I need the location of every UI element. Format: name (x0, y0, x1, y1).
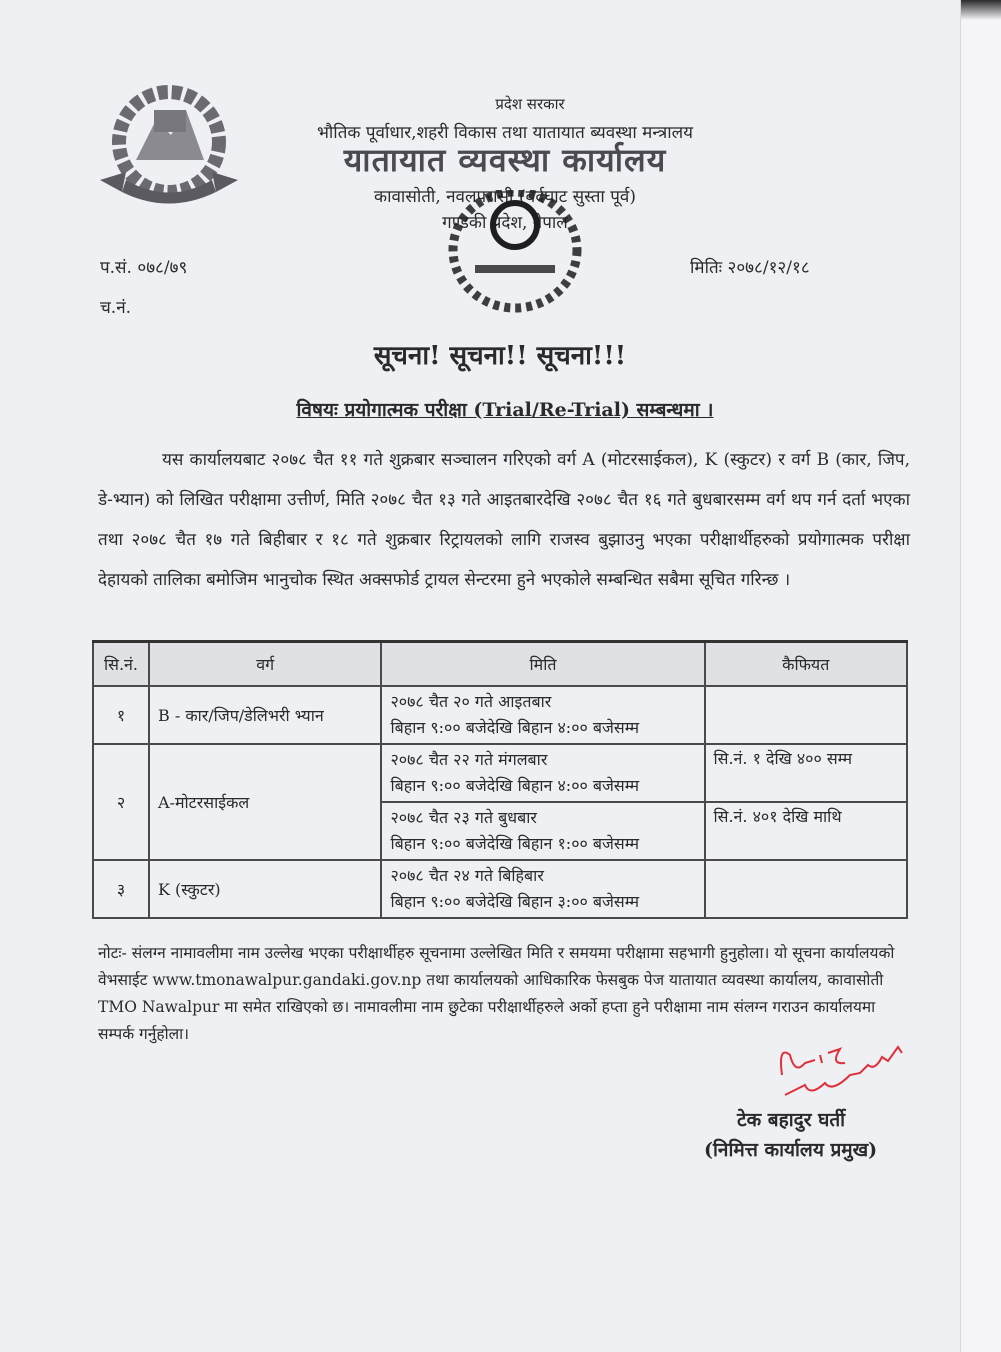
cell-sn: ३ (93, 860, 149, 918)
header-date: मिति (381, 642, 704, 687)
date-day: २०७८ चैत २० गते आइतबार (390, 692, 552, 711)
subject-line: विषयः प्रयोगात्मक परीक्षा (Trial/Re-Trial) सम्बन्धमा । (296, 399, 714, 421)
cell-sn: २ (93, 744, 149, 860)
header-remarks: कैफियत (705, 642, 908, 687)
cell-category: A-मोटरसाईकल (149, 744, 381, 860)
note-paragraph: नोटः- संलग्न नामावलीमा नाम उल्लेख भएका परीक्षार्थीहरु सूचनामा उल्लेखित मिति र समयमा परीक्षामा सहभागी हुनुहोला। यो सूचना कार्यालयको वेभसाईट www.tmonawalpur.gandaki.gov.np तथा कार्यालयको आधिकारिक फेसबुक पेज यातायात व्यवस्था कार्यालय, कावासोती TMO Nawalpur मा समेत राखिएको छ। नामावलीमा नाम छुटेका परीक्षार्थीहरुले अर्को हप्ता हुने परीक्षामा नाम संलग्न गराउन कार्यालयमा सम्पर्क गर्नुहोला। (98, 944, 895, 1043)
office-name: यातायात व्यवस्था कार्यालय (343, 141, 667, 179)
address-line-2: गण्डकी प्रदेश, नेपाल (442, 213, 568, 233)
viewer-edge (960, 0, 1001, 1352)
nepal-emblem-icon (96, 80, 242, 212)
date-time: बिहान ९:०० बजेदेखि बिहान ४:०० बजेसम्म (390, 718, 640, 737)
date-day: २०७८ चैत २३ गते बुधबार (390, 808, 537, 827)
address-line-1: कावासोती, नवलपरासी (बर्दघाट सुस्ता पूर्व) (374, 187, 636, 207)
date-day: २०७८ चैत २२ गते मंगलबार (390, 750, 548, 769)
date-day: २०७८ चैत २४ गते बिहिबार (390, 866, 544, 885)
cell-sn: १ (93, 686, 149, 744)
date-time: बिहान ९:०० बजेदेखि बिहान ३:०० बजेसम्म (390, 892, 640, 911)
trial-schedule-table (92, 640, 908, 919)
notice-title: सूचना! सूचना!! सूचना!!! (373, 341, 627, 371)
table-row (93, 860, 907, 918)
table-row (93, 686, 907, 744)
office-stamp-icon (440, 190, 590, 320)
date-time: बिहान ९:०० बजेदेखि बिहान १:०० बजेसम्म (390, 834, 640, 853)
ministry-name: भौतिक पूर्वाधार,शहरी विकास तथा यातायात ब्यवस्था मन्त्रालय (316, 123, 694, 143)
dispatch-number: च.नं. (100, 298, 132, 318)
body-paragraph (98, 440, 910, 600)
letter-date: मितिः २०७८/१२/१८ (690, 258, 810, 278)
cell-date (381, 686, 704, 744)
table-row (93, 744, 907, 802)
cell-date (381, 860, 704, 918)
reference-number: प.सं. ०७८/७९ (100, 258, 188, 278)
cell-date (381, 744, 704, 802)
province-government: प्रदेश सरकार (495, 95, 565, 113)
signatory-name: टेक बहादुर घर्ती (737, 1109, 846, 1131)
cell-category: K (स्कुटर) (149, 860, 381, 918)
table-header-row (93, 642, 907, 687)
cell-remark (705, 686, 908, 744)
cell-category: B - कार/जिप/डेलिभरी भ्यान (149, 686, 381, 744)
edge-shadow (961, 0, 1001, 20)
signatory-designation: (निमित्त कार्यालय प्रमुख) (704, 1139, 878, 1161)
cell-remark: सि.नं. १ देखि ४०० सम्म (705, 744, 908, 802)
cell-remark (705, 860, 908, 918)
date-time: बिहान ९:०० बजेदेखि बिहान ४:०० बजेसम्म (390, 776, 640, 795)
handwritten-signature-icon (770, 1035, 920, 1105)
cell-date (381, 802, 704, 860)
body-text: यस कार्यालयबाट २०७८ चैत ११ गते शुक्रबार सञ्चालन गरिएको वर्ग A (मोटरसाईकल), K (स्कुटर) र वर्ग B (कार, जिप, डे-भ्यान) को लिखित परीक्षामा उत्तीर्ण, मिति २०७८ चैत १३ गते आइतबारदेखि २०७८ चैत १६ गते बुधबारसम्म वर्ग थप गर्न दर्ता भएका तथा २०७८ चैत १७ गते बिहीबार र १८ गते शुक्रबार रिट्रायलको लागि राजस्व बुझाउनु भएका परीक्षार्थीहरुको प्रयोगात्मक परीक्षा देहायको तालिका बमोजिम भानुचोक स्थित अक्सफोर्ड ट्रायल सेन्टरमा हुने भएकोले सम्बन्धित सबैमा सूचित गरिन्छ । (98, 450, 910, 590)
header-category: वर्ग (149, 642, 381, 687)
header-sn: सि.नं. (93, 642, 149, 687)
cell-remark: सि.नं. ४०१ देखि माथि (705, 802, 908, 860)
